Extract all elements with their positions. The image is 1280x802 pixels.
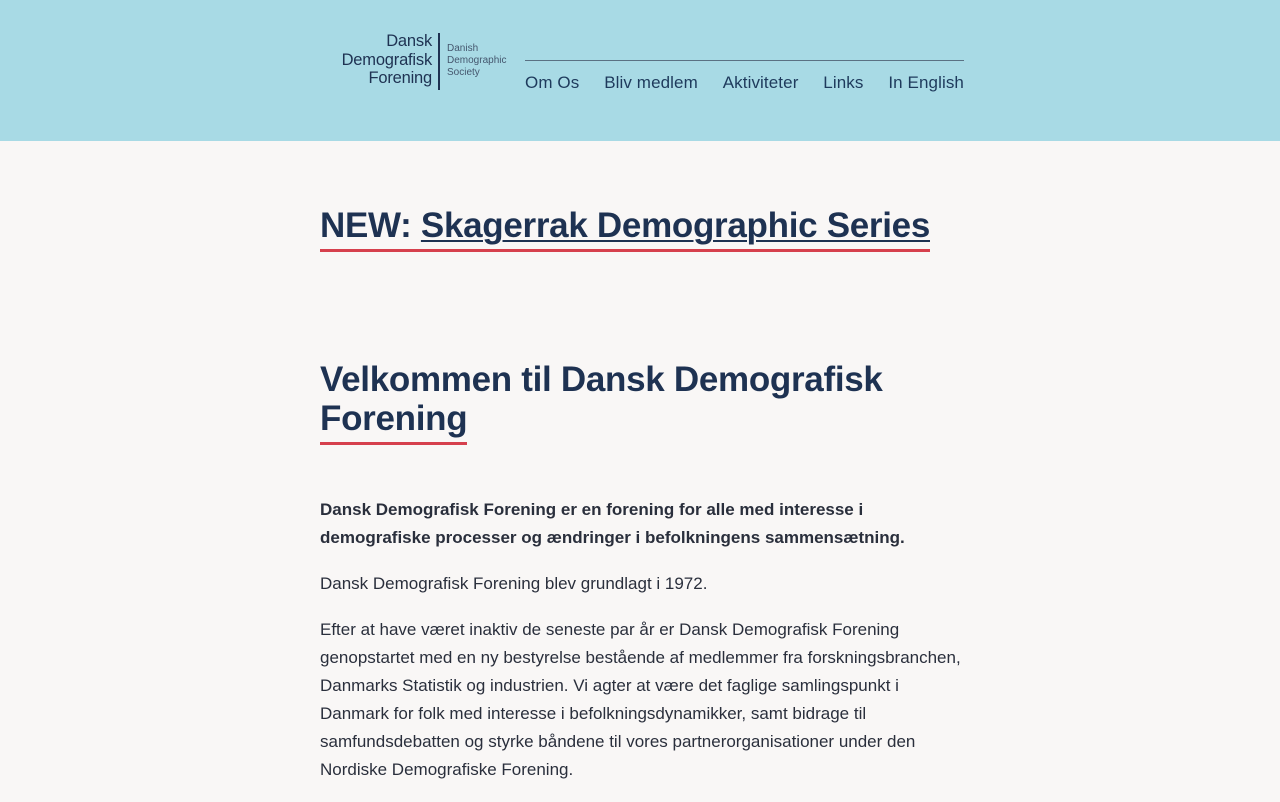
page-title-line1: Velkommen til Dansk Demografisk xyxy=(320,360,883,399)
site-header xyxy=(0,0,1280,141)
nav-item-om-os[interactable]: Om Os xyxy=(525,73,580,92)
logo-sub-text: Danish Demographic Society xyxy=(447,43,507,78)
news-prefix: NEW: xyxy=(320,206,421,245)
nav-item-links[interactable]: Links xyxy=(823,73,864,92)
site-logo[interactable] xyxy=(334,32,510,92)
main-nav xyxy=(525,60,964,93)
skagerrak-series-link[interactable]: Skagerrak Demographic Series xyxy=(420,206,930,245)
news-heading-underline xyxy=(320,203,930,252)
logo-main-text: Dansk Demografisk Forening xyxy=(341,32,432,87)
lead-paragraph: Dansk Demografisk Forening er en forening for alle med interesse i demografiske processer og ændringer i befolkningens sammensætning. xyxy=(320,500,905,547)
nav-item-bliv-medlem[interactable]: Bliv medlem xyxy=(604,73,698,92)
logo-divider xyxy=(438,33,440,90)
page-title-line2: Forening xyxy=(320,399,467,445)
restart-paragraph: Efter at have været inaktiv de seneste par år er Dansk Demografisk Forening genopstartet med en ny bestyrelse bestående af medlemmer fra forskningsbranchen, Danmarks Statistik og industrien. Vi agter at være det faglige samlingspunkt i Danmark for folk med interesse i befolkningsdynamikker, samt bidrage til samfundsdebatten og styrke båndene til vores partnerorganisationer under den Nordiske Demografiske Forening. xyxy=(320,620,961,779)
main-content xyxy=(320,496,965,802)
nav-item-aktiviteter[interactable]: Aktiviteter xyxy=(722,73,799,92)
founded-paragraph: Dansk Demografisk Forening blev grundlagt i 1972. xyxy=(320,574,708,593)
news-heading xyxy=(320,203,930,252)
nav-item-in-english[interactable]: In English xyxy=(888,73,964,92)
page-title xyxy=(320,360,960,445)
